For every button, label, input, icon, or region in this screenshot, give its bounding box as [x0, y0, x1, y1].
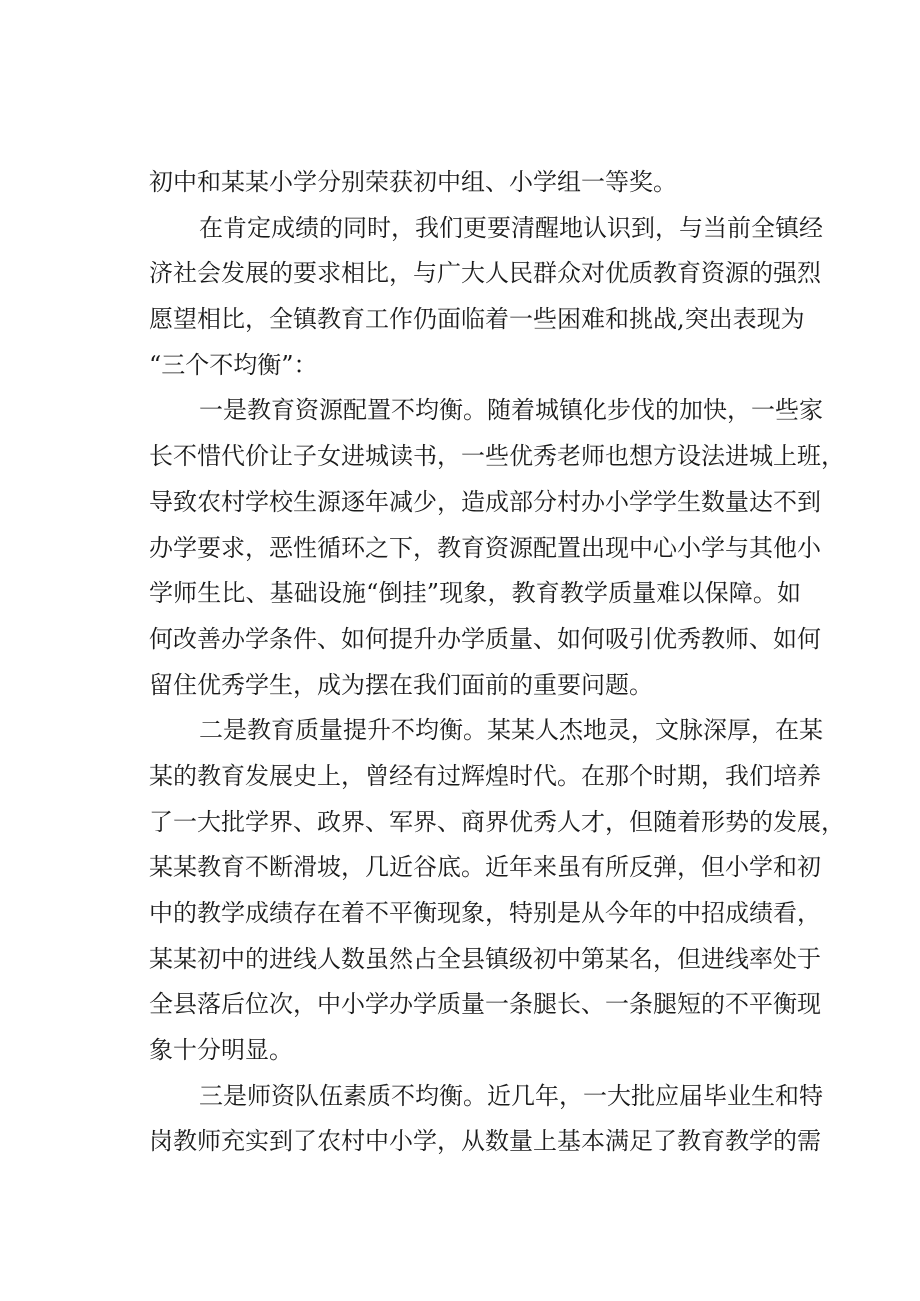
text-line: “三个不均衡”： — [149, 350, 318, 379]
text-line: 愿望相比，全镇教育工作仍面临着一些困难和挑战,突出表现为 — [149, 305, 805, 334]
paragraph — [149, 1074, 823, 1165]
document-body — [149, 160, 845, 1165]
text-line: 何改善办学条件、如何提升办学质量、如何吸引优秀教师、如何 — [149, 624, 821, 653]
text-line: 一是教育资源配置不均衡。随着城镇化步伐的加快，一些家 — [199, 396, 823, 425]
text-line: 象十分明显。 — [149, 1036, 293, 1065]
text-line: 某某初中的进线人数虽然占全县镇级初中第某名，但进线率处于 — [149, 944, 821, 973]
text-line: 岗教师充实到了农村中小学，从数量上基本满足了教育教学的需 — [149, 1127, 821, 1156]
text-line: 中的教学成绩存在着不平衡现象，特别是从今年的中招成绩看， — [149, 899, 821, 927]
paragraph — [149, 160, 801, 206]
text-line: 二是教育质量提升不均衡。某某人杰地灵，文脉深厚，在某 — [199, 716, 823, 745]
text-line: 初中和某某小学分别荣获初中组、小学组一等奖。 — [149, 168, 677, 196]
paragraph — [149, 206, 823, 389]
paragraph — [149, 708, 845, 1074]
text-line: 导致农村学校生源逐年减少，造成部分村办小学学生数量达不到 — [149, 487, 821, 516]
text-line: 长不惜代价让子女进城读书，一些优秀老师也想方设法进城上班， — [149, 442, 845, 471]
text-line: 全县落后位次，中小学办学质量一条腿长、一条腿短的不平衡现 — [149, 990, 821, 1019]
text-line: 学师生比、基础设施“倒挂”现象，教育教学质量难以保障。如 — [149, 579, 801, 608]
text-line: 留住优秀学生，成为摆在我们面前的重要问题。 — [149, 670, 653, 699]
text-line: 在肯定成绩的同时，我们更要清醒地认识到，与当前全镇经 — [199, 213, 823, 242]
text-line: 某的教育发展史上，曾经有过辉煌时代。在那个时期，我们培养 — [149, 761, 821, 790]
text-line: 某某教育不断滑坡，几近谷底。近年来虽有所反弹，但小学和初 — [149, 853, 821, 882]
text-line: 办学要求，恶性循环之下，教育资源配置出现中心小学与其他小 — [149, 533, 821, 562]
text-line: 济社会发展的要求相比，与广大人民群众对优质教育资源的强烈 — [149, 259, 821, 288]
paragraph — [149, 388, 845, 708]
text-line: 了一大批学界、政界、军界、商界优秀人才，但随着形势的发展， — [149, 807, 845, 836]
text-line: 三是师资队伍素质不均衡。近几年，一大批应届毕业生和特 — [199, 1081, 823, 1110]
